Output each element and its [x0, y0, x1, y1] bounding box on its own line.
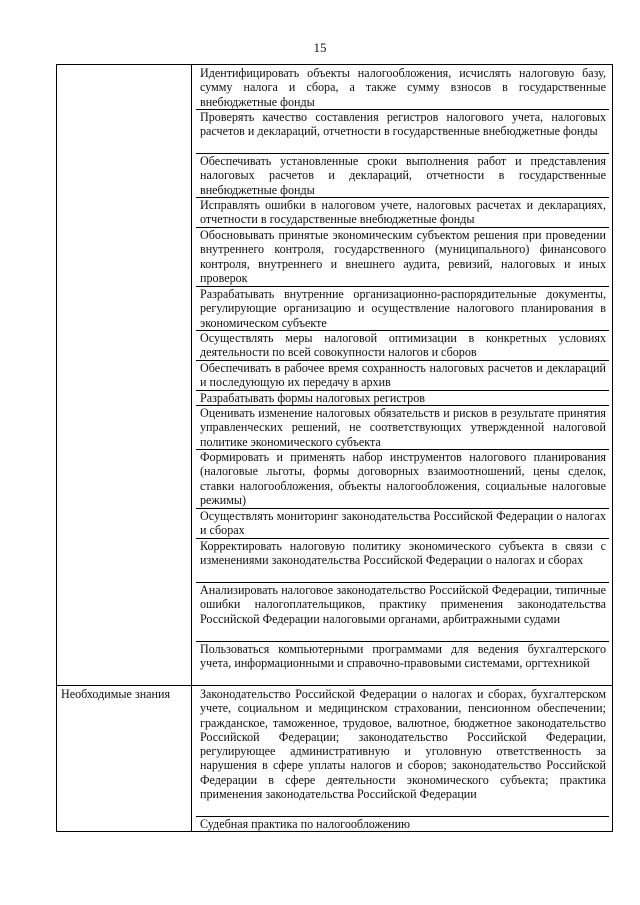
table-row-skills	[57, 65, 613, 686]
table-row-knowledge	[57, 686, 613, 832]
skill-item: Идентифицировать объекты налогообложения, исчислять налоговую базу, сумму налога и сбора, а также сумму взносов в государственные внебюджетные фонды	[200, 66, 606, 109]
knowledge-item: Законодательство Российской Федерации о налогах и сборах, бухгалтерском учете, социальном и медицинском страховании, пенсионном обеспечении; гражданское, таможенное, трудовое, валютное, бюджетное законодательство Российской Федерации; законодательство Российской Федерации, регулирующее административную и уголовную ответственность за нарушения в сфере уплаты налогов и сборов; законодательство Российской Федерации в сфере деятельности экономического субъекта; практика применения законодательства Российской Федерации	[200, 687, 606, 802]
skill-item: Исправлять ошибки в налоговом учете, налоговых расчетах и декларациях, отчетности в государственные внебюджетные фонды	[196, 197, 609, 227]
skill-item: Обеспечивать в рабочее время сохранность налоговых расчетов и деклараций и последующую их передачу в архив	[196, 360, 609, 390]
skills-list	[192, 65, 613, 686]
skill-item: Обеспечивать установленные сроки выполнения работ и представления налоговых расчетов и деклараций, отчетности в государственные внебюджетные фонды	[196, 153, 609, 197]
standard-table	[56, 64, 613, 832]
row-label-knowledge: Необходимые знания	[57, 686, 192, 832]
skill-item: Формировать и применять набор инструментов налогового планирования (налоговые льготы, формы договорных взаимоотношений, цены сделок, ставки налогообложения, объекты налогообложения, социальные налоговые режимы)	[196, 449, 609, 508]
skill-item: Оценивать изменение налоговых обязательств и рисков в результате принятия управленческих решений, не соответствующих утвержденной налоговой политике экономического субъекта	[196, 405, 609, 449]
skill-item: Пользоваться компьютерными программами для ведения бухгалтерского учета, информационными и справочно-правовыми системами, оргтехникой	[196, 641, 609, 685]
skill-item: Анализировать налоговое законодательство Российской Федерации, типичные ошибки налогоплательщиков, практику применения законодательства Российской Федерации налоговыми органами, арбитражными судами	[196, 582, 609, 641]
row-label-empty	[57, 65, 192, 686]
skill-item: Разрабатывать формы налоговых регистров	[196, 390, 609, 405]
skill-item: Проверять качество составления регистров налогового учета, налоговых расчетов и деклараций, отчетности в государственные внебюджетные фонды	[196, 109, 609, 153]
skill-item: Обосновывать принятые экономическим субъектом решения при проведении внутреннего контроля, государственного (муниципального) финансового контроля, внутреннего и внешнего аудита, ревизий, налоговых и иных проверок	[196, 227, 609, 286]
skill-item: Разрабатывать внутренние организационно-распорядительные документы, регулирующие организацию и осуществление налогового планирования в экономическом субъекте	[196, 286, 609, 330]
knowledge-item: Судебная практика по налогообложению	[196, 816, 609, 831]
knowledge-list	[192, 686, 613, 832]
skill-item: Осуществлять меры налоговой оптимизации в конкретных условиях деятельности по всей совокупности налогов и сборов	[196, 330, 609, 360]
skill-item: Осуществлять мониторинг законодательства Российской Федерации о налогах и сборах	[196, 508, 609, 538]
page-number: 15	[313, 40, 327, 55]
skill-item: Корректировать налоговую политику экономического субъекта в связи с изменениями законодательства Российской Федерации о налогах и сборах	[196, 538, 609, 582]
